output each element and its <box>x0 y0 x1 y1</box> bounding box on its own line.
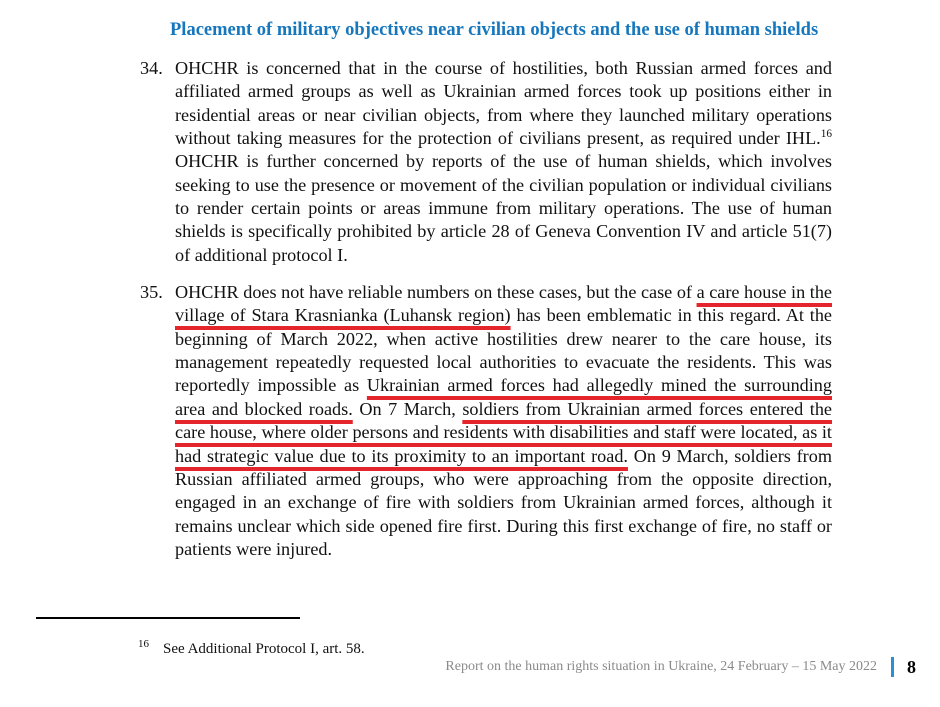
footer-page-number: 8 <box>907 656 916 677</box>
paragraph-number: 34. <box>140 58 163 78</box>
body-text: OHCHR is concerned that in the course of hostilities, both Russian armed forces and affiliated armed groups as well as Ukrainian armed forces took up positions either in residential areas or near civilian objects, from where they launched military operations without taking measures for the protection of civilians present, as required under IHL. <box>175 58 832 149</box>
footer-report-title: Report on the human rights situation in Ukraine, 24 February – 15 May 2022 <box>445 659 877 674</box>
paragraph-34 <box>140 57 832 267</box>
paragraph-35 <box>140 281 832 561</box>
body-text: has been emblematic in this regard. At the beginning of March 2022, when active hostilities drew nearer to the care house, its management repeatedly requested local authorities to evacuate the residents. This was reportedly impossible as <box>175 305 833 396</box>
paragraph-text <box>175 282 832 559</box>
body-text: OHCHR is further concerned by reports of the use of human shields, which involves seeking to use the presence or movement of the civilian population or individual civilians to render certain points or areas immune from military operations. The use of human shields is specifically prohibited by article 28 of Geneva Convention IV and article 51(7) of additional protocol I. <box>175 151 832 265</box>
footnote-text: See Additional Protocol I, art. 58. <box>163 641 365 657</box>
footer-divider-bar <box>891 657 894 677</box>
body-text: OHCHR does not have reliable numbers on these cases, but the case of <box>175 282 697 303</box>
body-paragraphs <box>140 57 834 561</box>
section-heading: Placement of military objectives near civilian objects and the use of human shields <box>170 20 819 40</box>
red-underlined-text: soldiers from Ukrainian armed forces entered the care house, where older persons and residents with disabilities and staff were located, as it had strategic value due to its proximity to an important road. <box>175 398 832 466</box>
paragraph-text <box>175 58 832 265</box>
footnote-reference: 16 <box>820 127 832 140</box>
red-underlined-text: Ukrainian armed forces had allegedly mined the surrounding area and blocked roads. <box>175 375 832 419</box>
body-text: On 7 March, <box>352 398 463 419</box>
body-text: On 9 March, soldiers from Russian affiliated armed groups, who were approaching from the opposite direction, engaged in an exchange of fire with soldiers from Ukrainian armed forces, although it remains unclear which side opened fire first. During this first exchange of fire, no staff or patients were injured. <box>175 445 832 559</box>
page-footer <box>445 654 916 680</box>
footnote <box>138 634 365 659</box>
paragraph-number: 35. <box>140 282 163 303</box>
red-underlined-text: a care house in the village of Stara Krasnianka (Luhansk region) <box>175 282 832 326</box>
footnote-number: 16 <box>138 638 149 650</box>
footnote-divider <box>36 617 300 619</box>
document-page-content <box>140 18 834 575</box>
